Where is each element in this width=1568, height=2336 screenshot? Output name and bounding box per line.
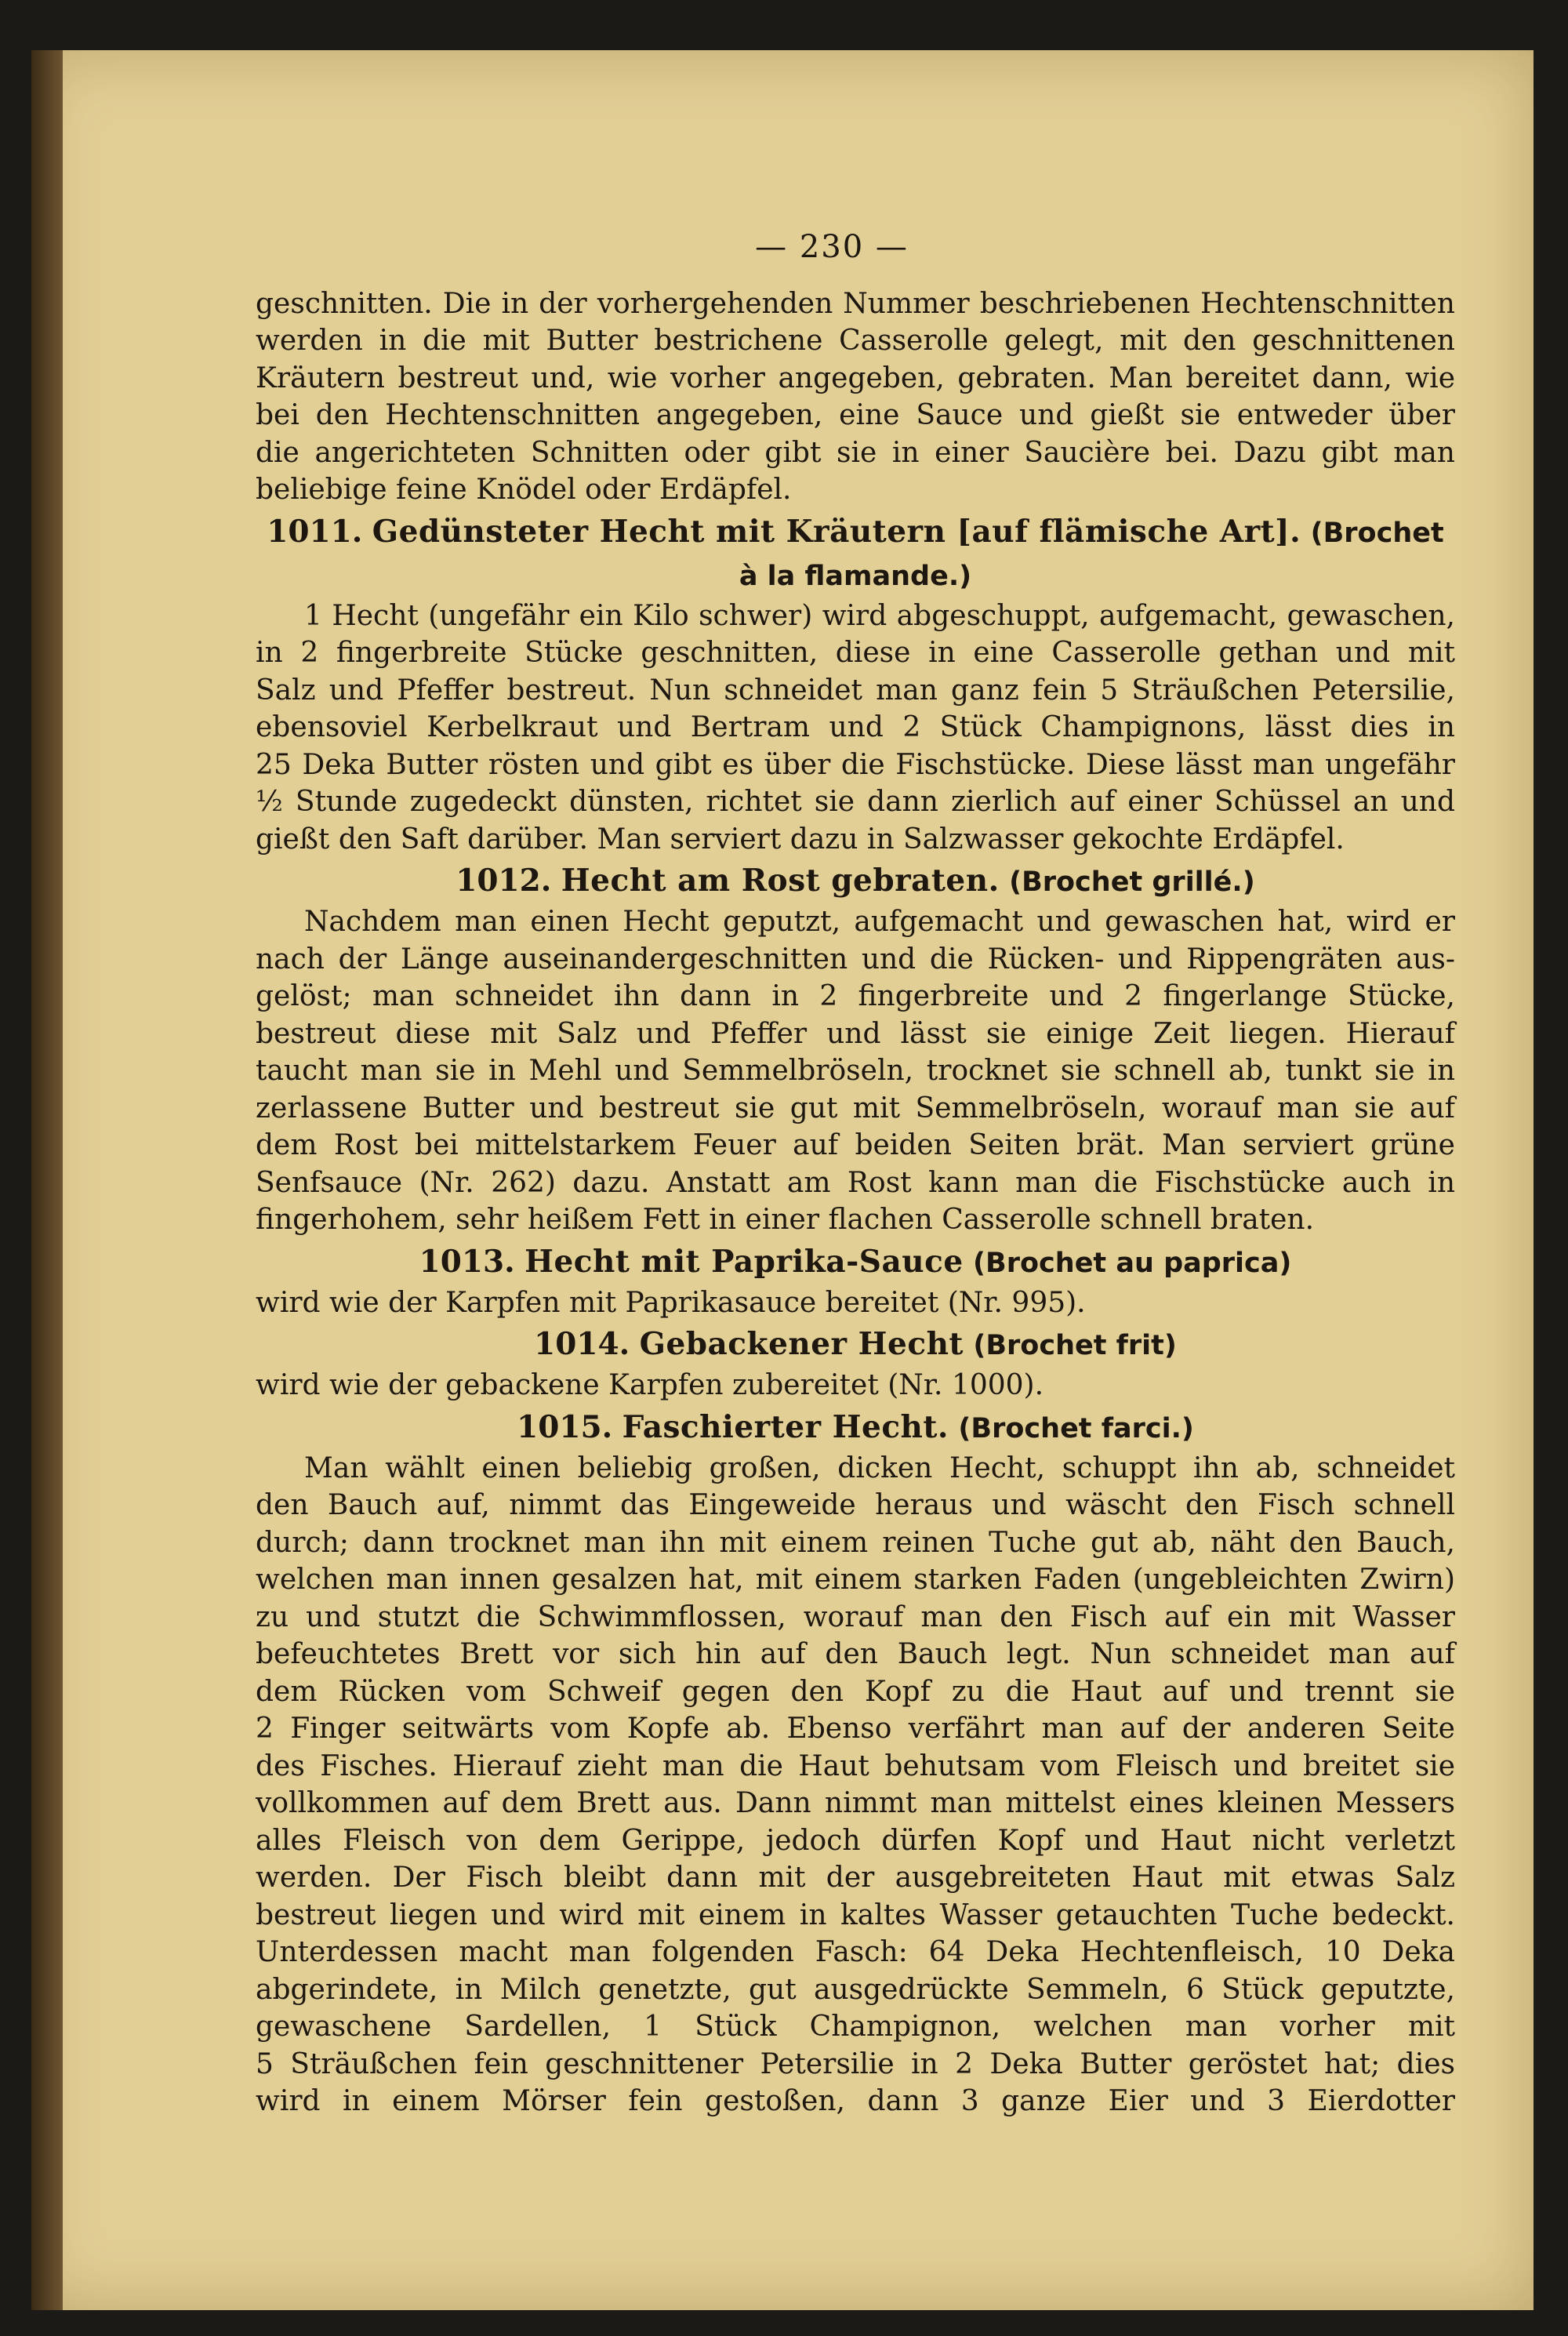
text-line: befeuchtetes Brett vor sich hin auf den Bauch legt. Nun schneidet man auf — [256, 1638, 1455, 1670]
text-line: wird wie der gebackene Karpfen zubereitet (Nr. 1000). — [256, 1369, 1044, 1401]
text-line: des Fisches. Hierauf zieht man die Haut behutsam vom Fleisch und breitet sie — [256, 1749, 1455, 1782]
page-number: — 230 — — [755, 229, 909, 265]
book-page — [31, 50, 1534, 2310]
recipe-number: 1012. — [456, 863, 552, 899]
text-line: in 2 fingerbreite Stücke geschnitten, diese in eine Casserolle gethan und mit — [256, 637, 1455, 669]
recipe-french-name: (Brochet farci.) — [958, 1412, 1194, 1444]
text-line: Salz und Pfeffer bestreut. Nun schneidet man ganz fein 5 Sträußchen Petersilie, — [256, 674, 1455, 707]
text-line: bestreut diese mit Salz und Pfeffer und lässt sie einige Zeit liegen. Hierauf — [256, 1017, 1455, 1050]
recipe-heading-continued — [256, 556, 1455, 596]
text-line: Nachdem man einen Hecht geputzt, aufgemacht und gewaschen hat, wird er — [304, 906, 1455, 938]
page-content — [256, 176, 1455, 2120]
text-line: taucht man sie in Mehl und Semmelbröseln, trocknet sie schnell ab, tunkt sie in — [256, 1055, 1455, 1087]
text-line: durch; dann trocknet man ihn mit einem reinen Tuche gut ab, näht den Bauch, — [256, 1526, 1455, 1559]
text-line: zerlassene Butter und bestreut sie gut mit Semmelbröseln, worauf man sie auf — [256, 1092, 1455, 1124]
text-line: ebensoviel Kerbelkraut und Bertram und 2 Stück Champignons, lässt dies in — [256, 711, 1455, 743]
recipe-heading — [256, 861, 1455, 902]
recipe-title: Gebackener Hecht — [639, 1326, 964, 1362]
text-line: abgerindete, in Milch genetzte, gut ausgedrückte Semmeln, 6 Stück geputzte, — [256, 1973, 1455, 2006]
text-line: Senfsauce (Nr. 262) dazu. Anstatt am Rost kann man die Fischstücke auch in — [256, 1166, 1455, 1199]
text-line: die angerichteten Schnitten oder gibt sie in einer Saucière bei. Dazu gibt man — [256, 436, 1455, 469]
text-line: alles Fleisch von dem Gerippe, jedoch dürfen Kopf und Haut nicht verletzt — [256, 1824, 1455, 1857]
recipe-heading — [256, 512, 1455, 553]
text-line: bei den Hechtenschnitten angegeben, eine Sauce und gießt sie entweder über — [256, 399, 1455, 431]
recipe-number: 1014. — [534, 1326, 630, 1362]
text-line: bestreut liegen und wird mit einem in kaltes Wasser getauchten Tuche bedeckt. — [256, 1898, 1455, 1931]
text-line: zu und stutzt die Schwimmflossen, worauf man den Fisch auf ein mit Wasser — [256, 1600, 1455, 1633]
text-line: wird wie der Karpfen mit Paprikasauce bereitet (Nr. 995). — [256, 1286, 1086, 1319]
text-line: ½ Stunde zugedeckt dünsten, richtet sie dann zierlich auf einer Schüssel an und — [256, 786, 1455, 818]
text-line: vollkommen auf dem Brett aus. Dann nimmt man mittelst eines kleinen Messers — [256, 1787, 1455, 1819]
text-line: dem Rücken vom Schweif gegen den Kopf zu die Haut auf und trennt sie — [256, 1675, 1455, 1708]
text-line: wird in einem Mörser fein gestoßen, dann 3 ganze Eier und 3 Eierdotter — [256, 2085, 1455, 2117]
recipe-french-name: (Brochet frit) — [973, 1330, 1177, 1361]
book-binding-edge — [31, 50, 63, 2310]
text-line: Man wählt einen beliebig großen, dicken Hecht, schuppt ihn ab, schneidet — [304, 1451, 1455, 1484]
text-line: nach der Länge auseinandergeschnitten und die Rücken- und Rippengräten aus- — [256, 943, 1455, 975]
text-line: den Bauch auf, nimmt das Eingeweide heraus und wäscht den Fisch schnell — [256, 1489, 1455, 1521]
recipe-heading — [256, 1324, 1455, 1365]
recipe-french-name-continued: à la flamande.) — [739, 560, 972, 592]
text-line: fingerhohem, sehr heißem Fett in einer flachen Casserolle schnell braten. — [256, 1204, 1315, 1236]
recipe-heading — [256, 1408, 1455, 1448]
text-line: welchen man innen gesalzen hat, mit einem starken Faden (ungebleichten Zwirn) — [256, 1564, 1455, 1596]
text-line: Unterdessen macht man folgenden Fasch: 64 Deka Hechtenfleisch, 10 Deka — [256, 1936, 1455, 1968]
text-line: Kräutern bestreut und, wie vorher angegeben, gebraten. Man bereitet dann, wie — [256, 361, 1455, 394]
recipe-title: Gedünsteter Hecht mit Kräutern [auf flämische Art]. — [372, 513, 1301, 550]
recipe-title: Faschierter Hecht. — [622, 1408, 949, 1445]
text-line: 25 Deka Butter rösten und gibt es über die Fischstücke. Diese lässt man ungefähr — [256, 748, 1455, 781]
recipe-title: Hecht am Rost gebraten. — [561, 863, 1000, 899]
text-line: beliebige feine Knödel oder Erdäpfel. — [256, 474, 792, 506]
text-line: werden in die mit Butter bestrichene Casserolle gelegt, mit den geschnittenen — [256, 325, 1455, 357]
text-line: geschnitten. Die in der vorhergehenden Nummer beschriebenen Hechtenschnitten — [256, 287, 1455, 320]
text-line: 2 Finger seitwärts vom Kopfe ab. Ebenso verfährt man auf der anderen Seite — [256, 1713, 1455, 1745]
text-line: gelöst; man schneidet ihn dann in 2 fingerbreite und 2 fingerlange Stücke, — [256, 980, 1455, 1012]
recipe-french-name: (Brochet au paprica) — [973, 1247, 1292, 1279]
text-line: werden. Der Fisch bleibt dann mit der ausgebreiteten Haut mit etwas Salz — [256, 1862, 1455, 1894]
recipe-french-name: (Brochet — [1310, 517, 1444, 549]
text-line: gießt den Saft darüber. Man serviert dazu in Salzwasser gekochte Erdäpfel. — [256, 823, 1345, 856]
text-line: gewaschene Sardellen, 1 Stück Champignon, welchen man vorher mit — [256, 2011, 1455, 2043]
recipe-french-name: (Brochet grillé.) — [1009, 866, 1255, 898]
recipe-number: 1011. — [267, 513, 363, 550]
recipe-title: Hecht mit Paprika-Sauce — [524, 1243, 964, 1280]
text-line: 5 Sträußchen fein geschnittener Petersilie in 2 Deka Butter geröstet hat; dies — [256, 2047, 1455, 2080]
recipe-heading — [256, 1242, 1455, 1283]
recipe-number: 1013. — [419, 1243, 515, 1280]
text-line: dem Rost bei mittelstarkem Feuer auf beiden Seiten brät. Man serviert grüne — [256, 1129, 1455, 1161]
recipe-number: 1015. — [517, 1408, 613, 1445]
text-line: 1 Hecht (ungefähr ein Kilo schwer) wird abgeschuppt, aufgemacht, gewaschen, — [304, 599, 1455, 632]
